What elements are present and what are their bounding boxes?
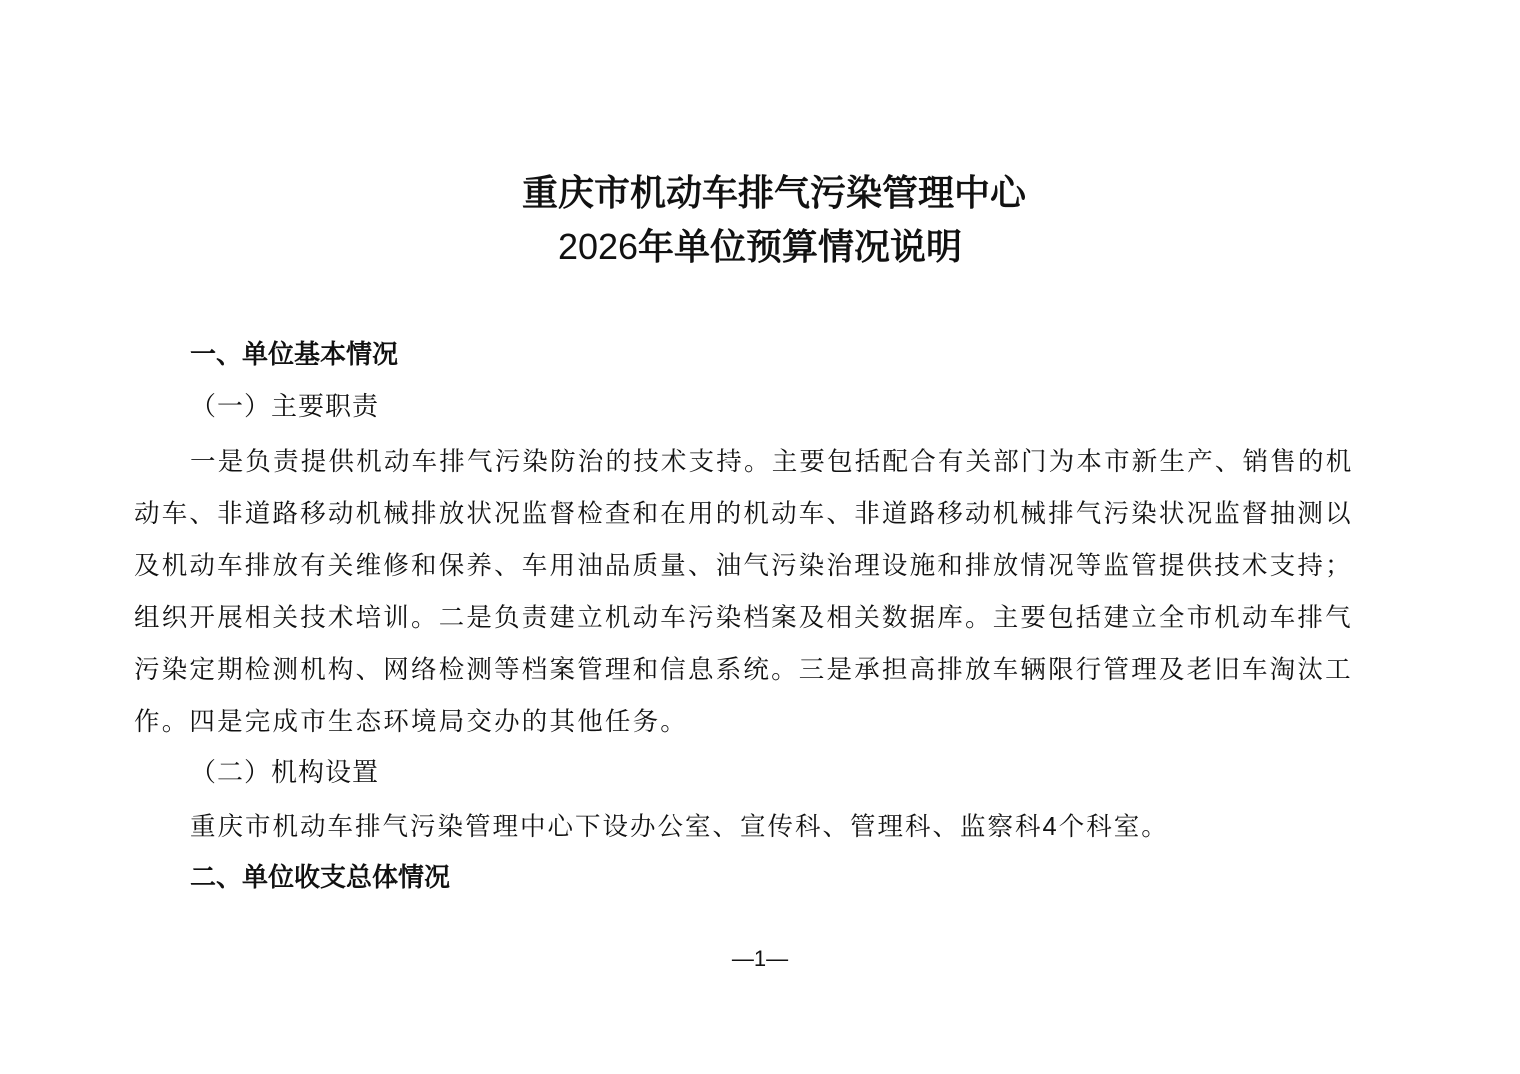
duties-line: 及机动车排放有关维修和保养、车用油品质量、油气污染治理设施和排放情况等监管提供技术支持； bbox=[134, 551, 1353, 581]
sub1-heading: （一）主要职责 bbox=[190, 392, 380, 422]
duties-paragraph bbox=[134, 436, 1390, 748]
title-year: 2026 bbox=[557, 226, 639, 267]
org-text-before: 重庆市机动车排气污染管理中心下设办公室、宣传科、管理科、监察科 bbox=[190, 812, 1043, 842]
section2-heading: 二、单位收支总体情况 bbox=[190, 863, 451, 893]
duties-line: 动车、非道路移动机械排放状况监督检查和在用的机动车、非道路移动机械排气污染状况监督抽测以 bbox=[134, 499, 1353, 529]
document-title-line2 bbox=[0, 225, 1520, 269]
document-title-line1: 重庆市机动车排气污染管理中心 bbox=[521, 172, 1026, 214]
sub2-heading: （二）机构设置 bbox=[190, 758, 380, 788]
org-structure-text bbox=[190, 810, 1169, 844]
duties-line: 污染定期检测机构、网络检测等档案管理和信息系统。三是承担高排放车辆限行管理及老旧车淘汰工 bbox=[134, 655, 1353, 685]
title-line2-text: 年单位预算情况说明 bbox=[638, 226, 963, 268]
org-count: 4 bbox=[1042, 813, 1059, 841]
duties-line: 一是负责提供机动车排气污染防治的技术支持。主要包括配合有关部门为本市新生产、销售的机 bbox=[190, 447, 1354, 477]
org-text-after: 个科室。 bbox=[1058, 812, 1169, 842]
duties-line: 作。四是完成市生态环境局交办的其他任务。 bbox=[134, 707, 689, 737]
duties-line: 组织开展相关技术培训。二是负责建立机动车污染档案及相关数据库。主要包括建立全市机动车排气 bbox=[134, 603, 1353, 633]
section1-heading: 一、单位基本情况 bbox=[190, 340, 399, 370]
page-number: —1— bbox=[731, 946, 789, 971]
